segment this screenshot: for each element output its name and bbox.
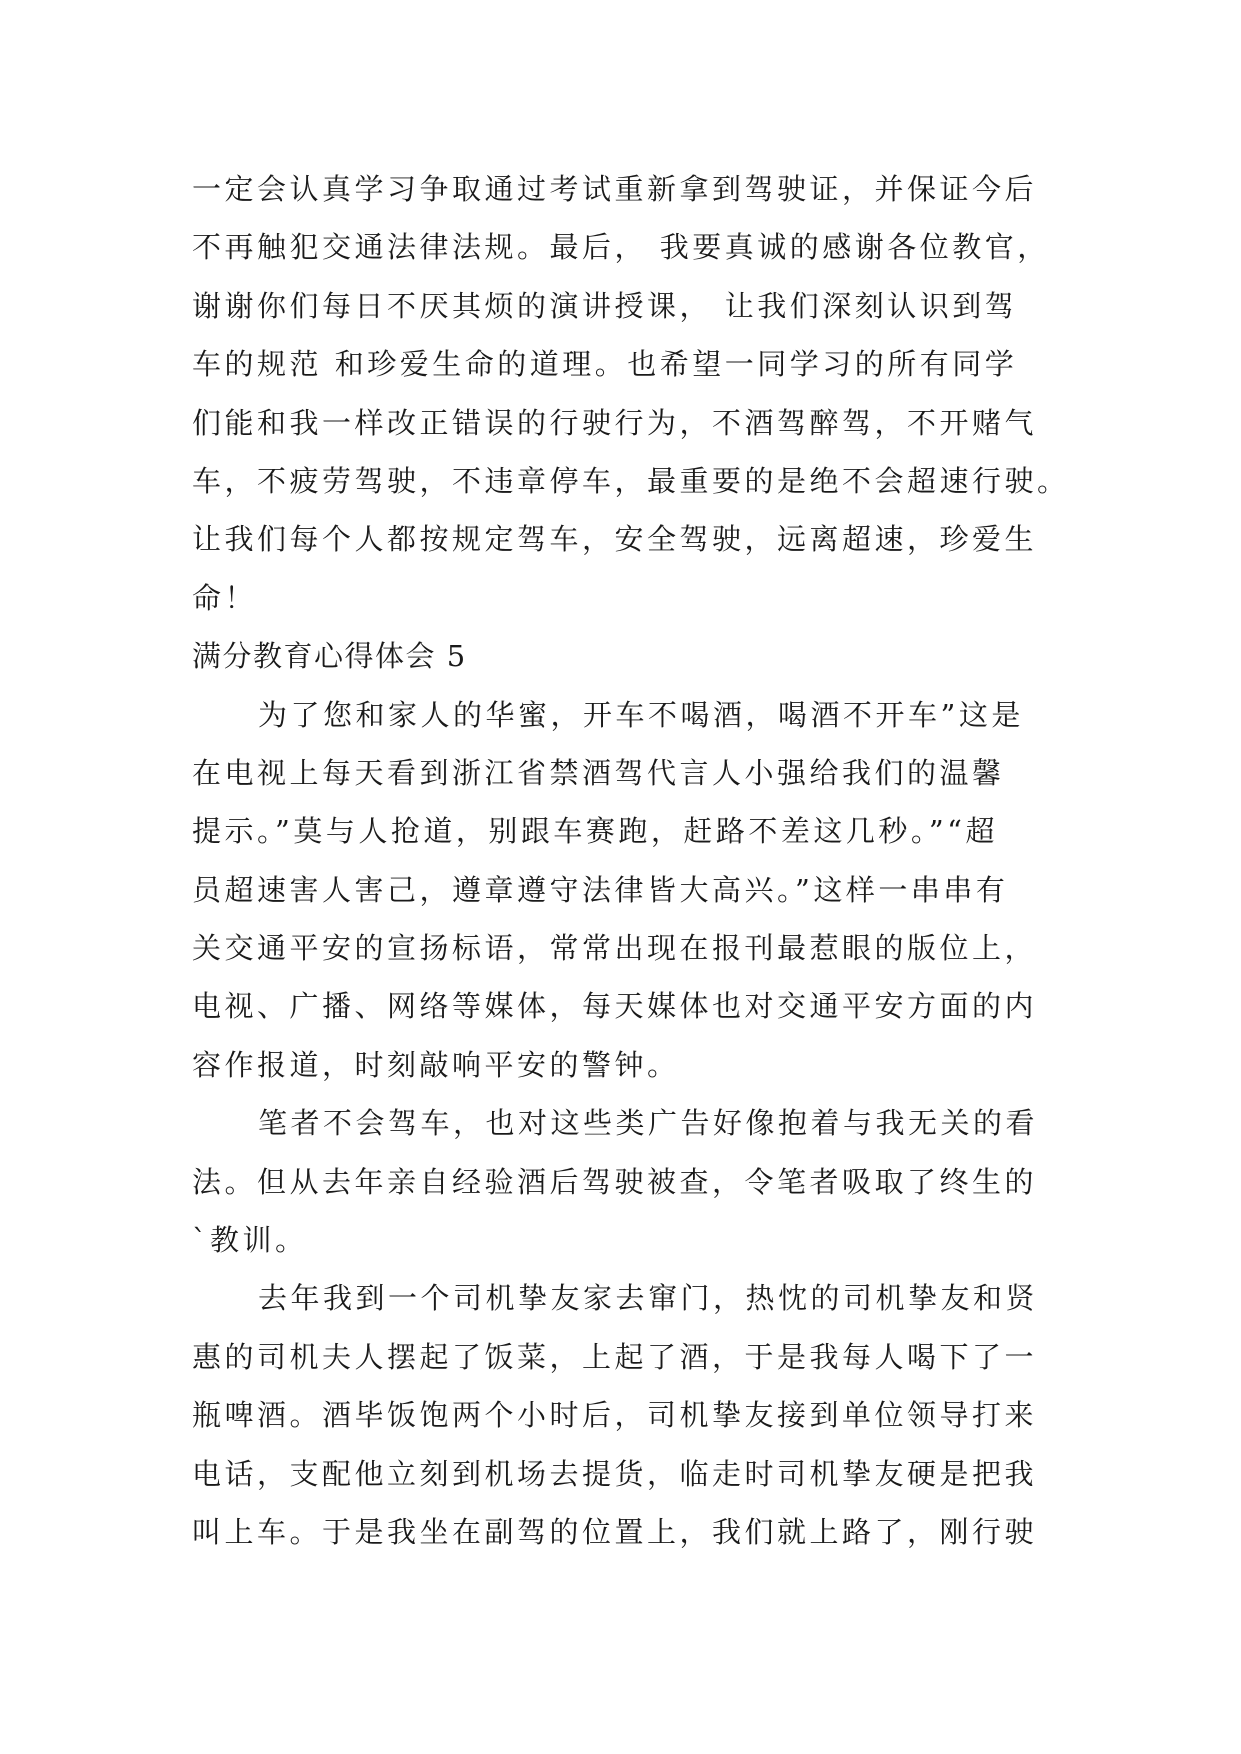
text-line: `教训。 — [192, 1223, 308, 1258]
text-line: 员超速害人害己，遵章遵守法律皆大高兴。”这样一串串有 — [192, 872, 1009, 907]
text-line: 命！ — [192, 580, 258, 615]
text-line: 惠的司机夫人摆起了饭菜，上起了酒，于是我每人喝下了一 — [192, 1339, 1038, 1374]
text-line: 谢谢你们每日不厌其烦的演讲授课， 让我们深刻认识到驾 — [192, 288, 1018, 323]
text-line: 容作报道，时刻敲响平安的警钟。 — [192, 1047, 680, 1082]
text-line: 电话，支配他立刻到机场去提货，临走时司机挚友硬是把我 — [192, 1456, 1038, 1491]
text-line: 车，不疲劳驾驶，不违章停车，最重要的是绝不会超速行驶。 — [192, 463, 1070, 498]
text-line: 瓶啤酒。酒毕饭饱两个小时后，司机挚友接到单位领导打来 — [192, 1398, 1038, 1433]
text-line: 让我们每个人都按规定驾车，安全驾驶，远离超速，珍爱生 — [192, 522, 1038, 557]
paragraph-1 — [192, 686, 1052, 1095]
paragraph-2 — [192, 1094, 1052, 1269]
document-body — [192, 160, 1070, 1561]
text-line: 关交通平安的宣扬标语，常常出现在报刊最惹眼的版位上， — [192, 931, 1038, 966]
text-line: 们能和我一样改正错误的行驶行为，不酒驾醉驾，不开赌气 — [192, 405, 1038, 440]
text-line: 不再触犯交通法律法规。最后， 我要真诚的感谢各位教官， — [192, 230, 1050, 265]
text-line: 叫上车。于是我坐在副驾的位置上，我们就上路了，刚行驶 — [192, 1514, 1038, 1549]
text-line: 在电视上每天看到浙江省禁酒驾代言人小强给我们的温馨 — [192, 755, 1005, 790]
paragraph-intro — [192, 160, 1070, 627]
text-line: 法。但从去年亲自经验酒后驾驶被查，令笔者吸取了终生的 — [192, 1164, 1038, 1199]
section-title: 满分教育心得体会 5 — [192, 639, 467, 674]
text-line: 提示。”莫与人抢道，别跟车赛跑，赶路不差这几秒。”“超 — [192, 814, 998, 849]
text-line: 为了您和家人的华蜜，开车不喝酒，喝酒不开车”这是 — [258, 697, 1024, 732]
text-line: 电视、广播、网络等媒体，每天媒体也对交通平安方面的内 — [192, 989, 1038, 1024]
paragraph-3 — [192, 1269, 1052, 1561]
text-line: 去年我到一个司机挚友家去窜门，热忱的司机挚友和贤 — [258, 1281, 1039, 1316]
text-line: 一定会认真学习争取通过考试重新拿到驾驶证，并保证今后 — [192, 172, 1038, 206]
text-line: 车的规范 和珍爱生命的道理。也希望一同学习的所有同学 — [192, 347, 1018, 382]
text-line: 笔者不会驾车，也对这些类广告好像抱着与我无关的看 — [258, 1106, 1039, 1141]
